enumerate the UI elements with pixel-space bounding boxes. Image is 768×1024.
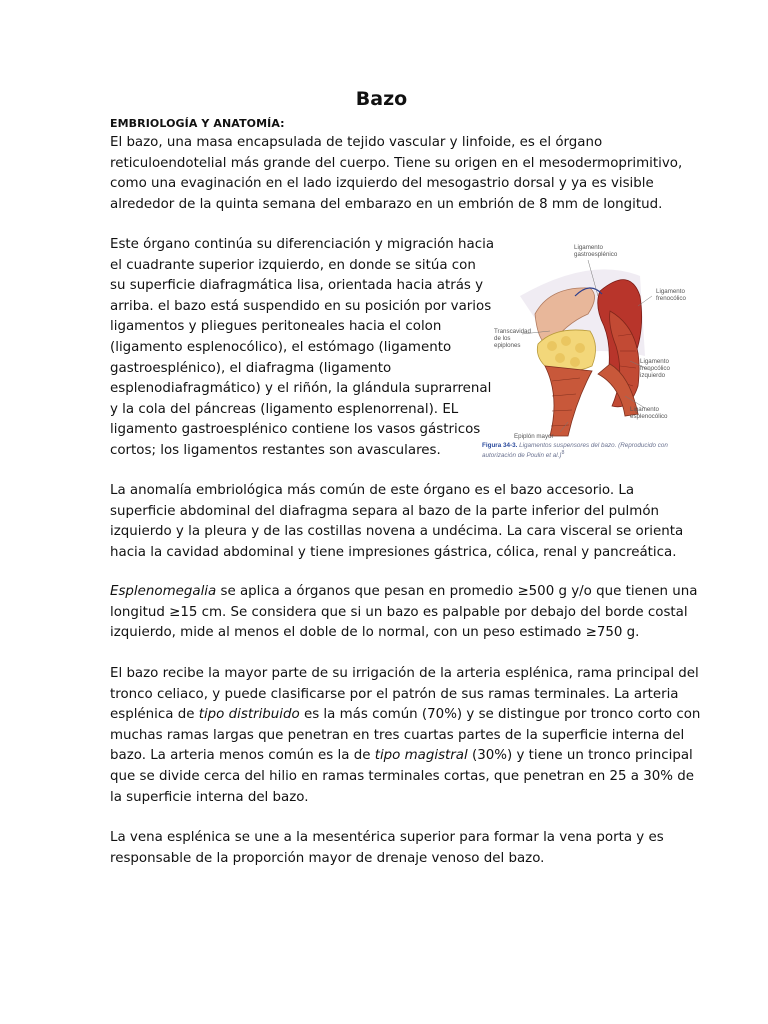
label-frenocolico: Ligamento frenocólico <box>656 288 686 302</box>
text-line: ligamentos y pliegues peritoneales hacia el colon <box>110 319 442 335</box>
text-line: La anomalía embriológica más común de este órgano es el bazo accesorio. La <box>110 483 635 498</box>
text-line: la superficie interna del bazo. <box>110 789 309 805</box>
label-transcavidad: Transcavidad de los epiplones <box>494 328 531 349</box>
text-line: muchas ramas largas que penetran en tres cuartas partes de la superficie interna del <box>110 727 685 743</box>
text-line: izquierdo, mide al menos el doble de lo normal, con un peso estimado ≥750 g. <box>110 625 640 641</box>
paragraph-embryology <box>110 133 683 215</box>
text-line: y la cola del páncreas (ligamento esplenorrenal). EL <box>110 401 459 417</box>
text-line: El bazo, una masa encapsulada de tejido vascular y linfoide, es el órgano <box>110 135 603 150</box>
text-segment: es la más común (70%) y se distingue por tronco corto con <box>299 707 701 723</box>
text-line: reticuloendotelial más grande del cuerpo. Tiene su origen en el mesodermoprimitivo, <box>110 155 683 171</box>
text-line: gastroesplénico), el diafragma (ligamento <box>110 360 392 376</box>
text-line: como una evaginación en el lado izquierdo del mesogastrio dorsal y ya es visible <box>110 176 654 192</box>
paragraph-irrigation <box>110 664 701 808</box>
spleen-ligaments-figure <box>480 236 686 462</box>
text-line: izquierdo y la pleura y de las costillas novena a undécima. La cara visceral se orienta <box>110 524 684 540</box>
text-segment: se aplica a órganos que pesan en promedio ≥500 g y/o que tienen una <box>216 584 698 599</box>
text-segment: (30%) y tiene un tronco principal <box>467 748 693 764</box>
text-line: cortos; los ligamentos restantes son avasculares. <box>110 442 441 458</box>
text-segment: esplénica de <box>110 707 199 723</box>
text-line <box>110 746 693 767</box>
text-line: El bazo recibe la mayor parte de su irrigación de la arteria esplénica, rama principal del <box>110 666 699 681</box>
text-line <box>110 705 701 726</box>
text-line: hacia la cavidad abdominal y tiene impresiones gástrica, cólica, renal y pancreática. <box>110 544 677 560</box>
text-line: longitud ≥15 cm. Se considera que si un bazo es palpable por debajo del borde costal <box>110 604 688 620</box>
term-esplenomegalia: Esplenomegalia <box>110 584 217 599</box>
figure-caption-number: Figura 34-3. <box>482 442 518 449</box>
label-frenocolico-izquierdo: Ligamento frenocólico izquierdo <box>640 358 670 379</box>
text-line: que se divide cerca del hilio en ramas terminales cortas, que penetran en 25 a 30% de <box>110 768 694 784</box>
section-heading: EMBRIOLOGÍA Y ANATOMÍA: <box>110 117 285 130</box>
text-line: su superficie diafragmática lisa, orientada hacia atrás y <box>110 278 484 294</box>
text-segment: bazo. La arteria menos común es la de <box>110 748 375 764</box>
label-esplenocolico: Ligamento esplenocólico <box>630 406 668 420</box>
text-line: superficie abdominal del diafragma separa al bazo de la parte inferior del pulmón <box>110 503 659 519</box>
figure-caption-ref: 8 <box>561 449 565 456</box>
text-line: (ligamento esplenocólico), el estómago (ligamento <box>110 339 452 355</box>
page-title: Bazo <box>355 88 408 110</box>
paragraph-anomaly <box>110 481 684 563</box>
text-line: arriba. el bazo está suspendido en su posición por varios <box>110 298 492 314</box>
text-line <box>110 582 698 603</box>
figure-caption <box>482 442 682 459</box>
paragraph-splenomegaly <box>110 582 698 644</box>
term-tipo-magistral: tipo magistral <box>374 748 468 764</box>
paragraph-ligaments <box>110 235 495 462</box>
text-line: responsable de la proporción mayor de drenaje venoso del bazo. <box>110 850 545 866</box>
text-line: tronco celiaco, y puede clasificarse por el patrón de sus ramas terminales. La arteria <box>110 686 679 702</box>
text-line: el cuadrante superior izquierdo, en donde se sitúa con <box>110 257 476 273</box>
text-line: esplenodiafragmático) y el riñón, la glándula suprarrenal <box>110 381 492 397</box>
text-line: ligamento gastroesplénico contiene los vasos gástricos <box>110 422 481 438</box>
figure-caption-text: Ligamentos suspensores del bazo. (Reproducido con autorización de Poulin et al.) <box>482 442 668 459</box>
text-line: La vena esplénica se une a la mesentérica superior para formar la vena porta y es <box>110 830 664 845</box>
text-line: Este órgano continúa su diferenciación y migración hacia <box>110 237 495 252</box>
label-gastroesplenico: Ligamento gastroesplénico <box>574 244 618 258</box>
text-line: alrededor de la quinta semana del embarazo en un embrión de 8 mm de longitud. <box>110 196 663 212</box>
label-epiplon-mayor: Epiplón mayor <box>514 433 554 440</box>
term-tipo-distribuido: tipo distribuido <box>198 707 300 723</box>
paragraph-splenic-vein <box>110 828 670 869</box>
